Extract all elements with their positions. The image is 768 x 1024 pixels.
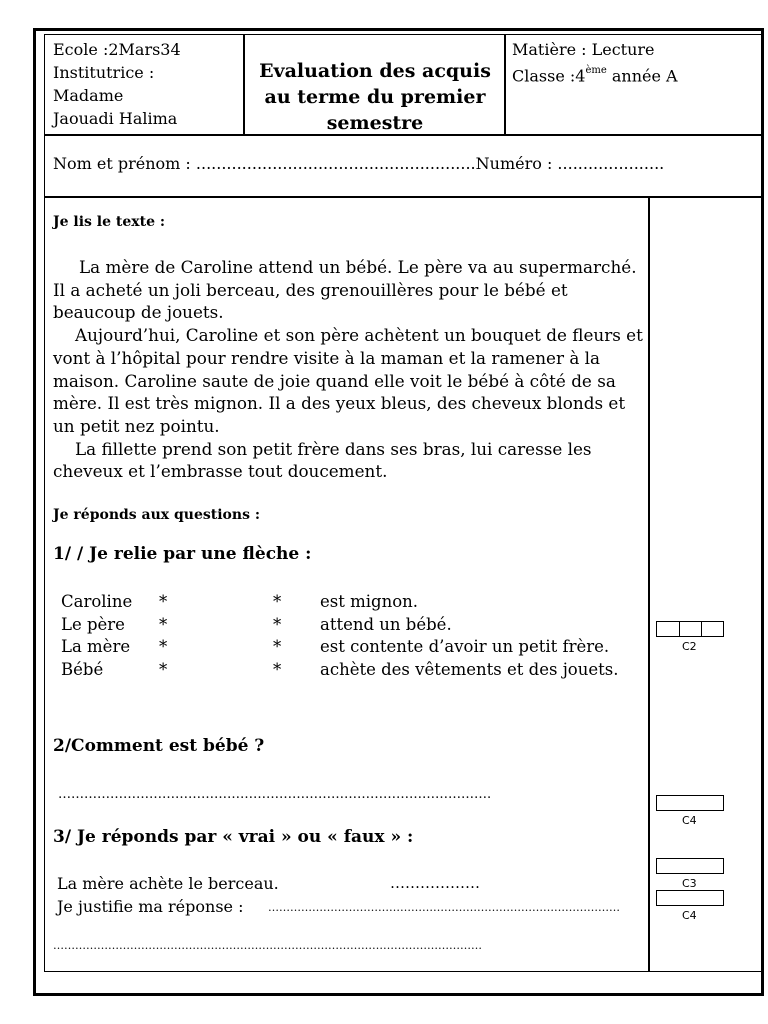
score-cell-divider bbox=[701, 622, 702, 636]
score-column-divider bbox=[648, 196, 650, 972]
question-3-title: 3/ Je réponds par « vrai » ou « faux » : bbox=[53, 827, 414, 847]
title-line-1: Evaluation des acquis bbox=[259, 60, 491, 82]
number-field[interactable]: Numéro : ..................... bbox=[475, 154, 665, 173]
name-field[interactable]: Nom et prénom : ....................................................... bbox=[53, 154, 476, 173]
match-right-stars bbox=[273, 591, 281, 682]
score-cell-divider bbox=[679, 622, 680, 636]
reading-paragraph-3: La fillette prend son petit frère dans ses bras, lui caresse les cheveux et l’embrasse tout doucement. bbox=[53, 438, 592, 482]
reading-paragraph-1: La mère de Caroline attend un bébé. Le père va au supermarché. Il a acheté un joli berceau, des grenouillères pour le bébé et beaucoup de jouets. bbox=[53, 257, 637, 323]
question-3-answer-blank[interactable]: ……………… bbox=[390, 874, 480, 892]
identity-bottom-rule bbox=[44, 196, 762, 198]
reading-label: Je lis le texte : bbox=[53, 214, 166, 230]
match-left-star[interactable]: * bbox=[159, 637, 168, 657]
match-right-item: est mignon. bbox=[320, 592, 419, 611]
subject-label: Matière : Lecture bbox=[512, 40, 655, 59]
score-box-c2[interactable] bbox=[656, 621, 724, 637]
reading-paragraph-2: Aujourd’hui, Caroline et son père achètent un bouquet de fleurs et vont à l’hôpital pour rendre visite à la maman et la ramener à la maison. Caroline saute de joie quand elle voit le bébé à côté de sa mère. Il est très mignon. Il a des yeux bleus, des cheveux blonds et un petit nez pointu. bbox=[53, 325, 643, 436]
match-left-star[interactable]: * bbox=[159, 614, 168, 634]
match-left-column bbox=[61, 591, 132, 682]
teacher-title: Madame bbox=[53, 86, 124, 105]
page-title bbox=[246, 58, 504, 136]
match-right-star[interactable]: * bbox=[273, 592, 282, 611]
question-3-statement: La mère achète le berceau. bbox=[57, 874, 279, 893]
teacher-label: Institutrice : bbox=[53, 63, 155, 82]
match-left-item: Caroline bbox=[61, 592, 133, 611]
match-right-star[interactable]: * bbox=[273, 660, 282, 680]
question-3-justify-label: Je justifie ma réponse : bbox=[57, 897, 244, 916]
match-right-item: achète des vêtements et des jouets. bbox=[320, 660, 619, 680]
question-3-justify-line[interactable]: …………………………………………………………………………………… bbox=[268, 901, 620, 914]
identity-line bbox=[53, 156, 664, 172]
match-right-star[interactable]: * bbox=[273, 637, 282, 657]
answers-label: Je réponds aux questions : bbox=[53, 507, 260, 523]
match-right-column bbox=[320, 591, 618, 682]
score-label-c4-q3: C4 bbox=[682, 909, 697, 922]
title-line-3: semestre bbox=[326, 112, 424, 134]
title-line-2: au terme du premier bbox=[264, 86, 486, 108]
question-1-title: 1/ / Je relie par une flèche : bbox=[53, 544, 312, 564]
match-left-item: La mère bbox=[61, 637, 131, 657]
class-superscript: ème bbox=[585, 65, 607, 76]
question-2-answer-line[interactable]: ………………………………………………………………………………………. bbox=[58, 787, 492, 802]
match-left-star[interactable]: * bbox=[159, 592, 168, 611]
school-name: Ecole :2Mars34 bbox=[53, 40, 181, 59]
match-left-star[interactable]: * bbox=[159, 660, 168, 680]
score-box-c4-q2[interactable] bbox=[656, 795, 724, 811]
header-divider-left bbox=[243, 34, 245, 135]
match-left-item: Bébé bbox=[61, 660, 104, 680]
school-info bbox=[53, 38, 181, 130]
header-divider-right bbox=[504, 34, 506, 135]
match-right-item: est contente d’avoir un petit frère. bbox=[320, 637, 610, 657]
teacher-name: Jaouadi Halima bbox=[53, 109, 178, 128]
score-label-c4-q2: C4 bbox=[682, 814, 697, 827]
match-right-star[interactable]: * bbox=[273, 614, 282, 634]
score-box-c4-q3[interactable] bbox=[656, 890, 724, 906]
match-left-item: Le père bbox=[61, 614, 125, 634]
match-left-stars bbox=[159, 591, 167, 682]
question-2-title: 2/Comment est bébé ? bbox=[53, 736, 265, 756]
subject-info bbox=[512, 38, 678, 87]
class-prefix: Classe :4 bbox=[512, 66, 586, 86]
class-suffix: année A bbox=[606, 66, 678, 86]
reading-text bbox=[53, 256, 643, 483]
score-label-c3: C3 bbox=[682, 877, 697, 890]
match-right-item: attend un bébé. bbox=[320, 614, 452, 634]
score-box-c3[interactable] bbox=[656, 858, 724, 874]
class-label bbox=[512, 61, 678, 87]
question-3-extra-line[interactable]: ……………………………………………………………………………………………………… bbox=[53, 939, 482, 952]
score-label-c2: C2 bbox=[682, 640, 697, 653]
